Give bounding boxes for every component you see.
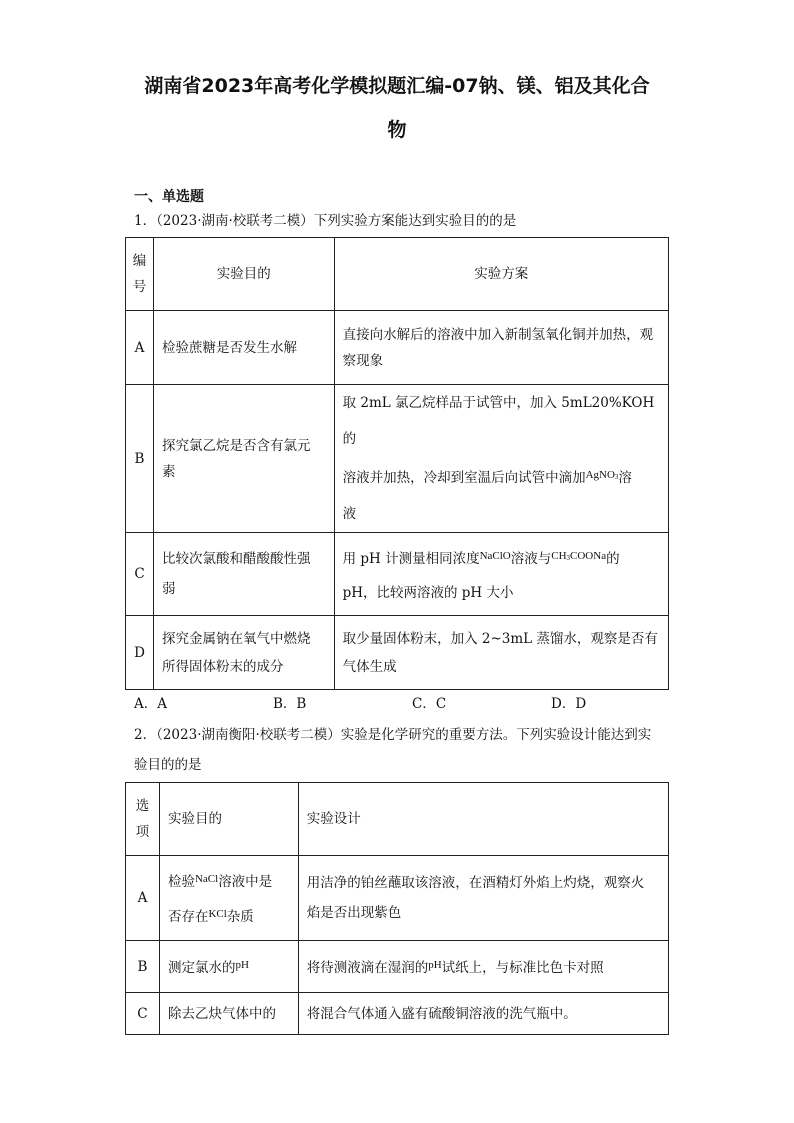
row-id: C bbox=[126, 993, 160, 1035]
plan-line bbox=[343, 457, 660, 496]
row-goal bbox=[159, 941, 298, 993]
row-plan bbox=[298, 856, 668, 941]
table-row bbox=[126, 941, 669, 993]
option-d[interactable]: D．D bbox=[551, 696, 587, 712]
question-2-stem bbox=[134, 720, 674, 780]
row-id: C bbox=[126, 533, 154, 616]
header-num bbox=[126, 783, 160, 856]
chem-formula bbox=[586, 469, 619, 481]
chem-formula bbox=[551, 550, 606, 562]
chem-formula: pH bbox=[428, 959, 442, 971]
table-row bbox=[126, 533, 669, 616]
row-plan bbox=[298, 941, 668, 993]
goal-line: 探究金属钠在氧气中燃烧 bbox=[161, 630, 311, 647]
chem-formula: KCl bbox=[208, 908, 227, 920]
table-row bbox=[126, 856, 669, 941]
plan-text: 溶液与 bbox=[510, 550, 552, 567]
question-1-table bbox=[125, 237, 669, 690]
row-plan bbox=[334, 533, 668, 616]
table-header-row bbox=[126, 783, 669, 856]
plan-line: 气体生成 bbox=[342, 658, 397, 675]
plan-text: 溶液并加热，冷却到室温后向试管中滴加 bbox=[342, 470, 586, 486]
option-c[interactable]: C．C bbox=[412, 696, 447, 712]
section-heading: 一、单选题 bbox=[134, 189, 204, 205]
goal-line: 探究氯乙烷是否含有氯元 bbox=[161, 437, 311, 454]
row-plan bbox=[334, 385, 668, 533]
option-a[interactable]: A．A bbox=[134, 696, 167, 712]
row-id: A bbox=[126, 856, 160, 941]
goal-line: 比较次氯酸和醋酸酸性强 bbox=[161, 551, 311, 567]
header-plan: 实验设计 bbox=[298, 783, 668, 856]
chem-subscript: 3 bbox=[566, 553, 571, 562]
chem-subscript: 3 bbox=[614, 473, 619, 481]
chem-formula: NaClO bbox=[479, 549, 511, 562]
plan-line: 取少量固体粉末，加入 2~3mL 蒸馏水，观察是否有 bbox=[342, 630, 658, 647]
row-goal: 检验蔗糖是否发生水解 bbox=[153, 311, 334, 385]
document-title bbox=[100, 64, 694, 152]
goal-line bbox=[168, 898, 290, 933]
title-line-2: 物 bbox=[387, 119, 407, 141]
chem-text: CH bbox=[551, 549, 567, 562]
header-goal: 实验目的 bbox=[153, 238, 334, 311]
plan-text: 溶 bbox=[618, 470, 632, 486]
goal-text: 测定氯水的 bbox=[167, 960, 236, 976]
header-goal: 实验目的 bbox=[159, 783, 298, 856]
plan-line: pH，比较两溶液的 pH 大小 bbox=[342, 584, 514, 601]
table-row bbox=[126, 993, 669, 1035]
row-goal bbox=[159, 856, 298, 941]
plan-line: 察现象 bbox=[342, 352, 384, 369]
chem-text: AgNO bbox=[585, 469, 615, 481]
goal-text: 杂质 bbox=[226, 909, 254, 925]
row-id: A bbox=[126, 311, 154, 385]
goal-text: 检验 bbox=[167, 874, 195, 890]
title-line-1: 湖南省2023年高考化学模拟题汇编-07钠、镁、铝及其化合 bbox=[144, 75, 650, 97]
stem-line: 2．（2023·湖南衡阳·校联考二模）实验是化学研究的重要方法。下列实验设计能达到实 bbox=[134, 727, 652, 743]
goal-line: 所得固体粉末的成分 bbox=[161, 658, 284, 675]
chem-text: COONa bbox=[570, 549, 607, 562]
goal-text: 溶液中是 bbox=[218, 874, 273, 890]
plan-text: 试纸上，与标准比色卡对照 bbox=[441, 960, 604, 976]
row-plan bbox=[334, 616, 668, 690]
plan-line: 取 2mL 氯乙烷样品于试管中，加入 5mL20%KOH 的 bbox=[342, 395, 655, 447]
row-id: B bbox=[126, 941, 160, 993]
header-num-text: 编号 bbox=[132, 253, 147, 295]
header-num bbox=[126, 238, 154, 311]
chem-formula: NaCl bbox=[194, 873, 219, 885]
chem-formula: pH bbox=[235, 959, 249, 971]
row-id: D bbox=[126, 616, 154, 690]
plan-line bbox=[343, 539, 660, 576]
goal-line bbox=[168, 863, 290, 898]
question-1-stem: 1．（2023·湖南·校联考二模）下列实验方案能达到实验目的的是 bbox=[134, 213, 517, 229]
row-plan bbox=[334, 311, 668, 385]
stem-line: 验目的的是 bbox=[134, 757, 202, 773]
plan-line: 用洁净的铂丝蘸取该溶液，在酒精灯外焰上灼烧，观察火 bbox=[306, 875, 645, 891]
table-row bbox=[126, 616, 669, 690]
row-goal bbox=[153, 385, 334, 533]
plan-text: 将待测液滴在湿润的 bbox=[306, 960, 429, 976]
plan-text: 用 pH 计测量相同浓度 bbox=[342, 550, 480, 567]
question-1-options bbox=[134, 692, 694, 716]
row-goal bbox=[153, 616, 334, 690]
table-row bbox=[126, 311, 669, 385]
plan-text: 的 bbox=[606, 550, 620, 567]
question-2-table bbox=[125, 782, 669, 1035]
plan-line: 液 bbox=[342, 506, 357, 522]
row-goal: 除去乙炔气体中的 bbox=[159, 993, 298, 1035]
goal-text: 否存在 bbox=[167, 909, 209, 925]
row-goal bbox=[153, 533, 334, 616]
row-id: B bbox=[126, 385, 154, 533]
row-plan: 将混合气体通入盛有硫酸铜溶液的洗气瓶中。 bbox=[298, 993, 668, 1035]
header-num-line: 项 bbox=[135, 824, 150, 840]
goal-line: 弱 bbox=[161, 581, 176, 597]
goal-line: 素 bbox=[161, 463, 176, 480]
table-header-row bbox=[126, 238, 669, 311]
plan-line: 直接向水解后的溶液中加入新制氢氧化铜并加热，观 bbox=[342, 326, 654, 343]
option-b[interactable]: B．B bbox=[273, 696, 307, 712]
table-row bbox=[126, 385, 669, 533]
header-plan: 实验方案 bbox=[334, 238, 668, 311]
header-num-line: 选 bbox=[135, 798, 150, 814]
plan-line: 焰是否出现紫色 bbox=[306, 905, 402, 921]
